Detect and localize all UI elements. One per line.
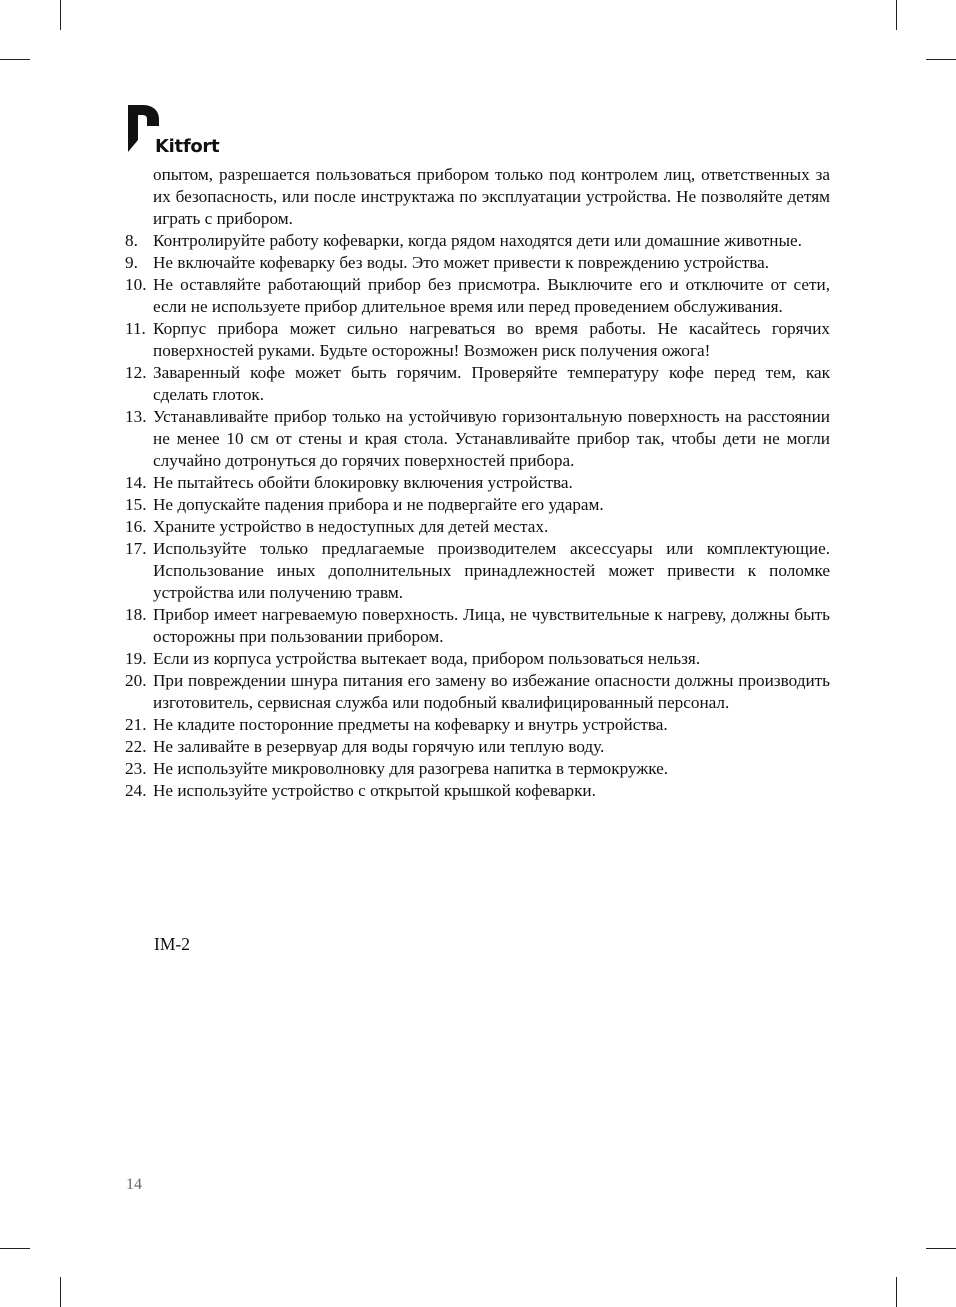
- item-text: Контролируйте работу кофеварки, когда рядом находятся дети или домашние животные.: [153, 231, 802, 250]
- section-code: IM-2: [154, 934, 190, 954]
- item-text: Если из корпуса устройства вытекает вода, прибором пользоваться нельзя.: [153, 649, 701, 668]
- page-number: 14: [126, 1176, 142, 1193]
- item-text: Храните устройство в недоступных для детей местах.: [153, 517, 549, 536]
- item-text: При повреждении шнура питания его замену во избежание опасности должны производить изготовитель, сервисная служба или подобный квалифицированный персонал.: [153, 671, 830, 712]
- item-text: Не включайте кофеварку без воды. Это может привести к повреждению устройства.: [153, 253, 770, 272]
- safety-instructions: [120, 164, 830, 802]
- item-number: 19.: [125, 649, 147, 668]
- item-number: 11.: [125, 319, 146, 338]
- item-text: Не пытайтесь обойти блокировку включения устройства.: [153, 473, 573, 492]
- item-text: Используйте только предлагаемые производителем аксессуары или комплектующие. Использование иных дополнительных принадлежностей может привести к поломке устройства или получению травм.: [153, 539, 830, 602]
- item-text: Не оставляйте работающий прибор без присмотра. Выключите его и отключите от сети, если не используете прибор длительное время или перед проведением обслуживания.: [153, 275, 830, 316]
- list-item: [120, 494, 830, 516]
- list-item: [120, 736, 830, 758]
- list-item: [120, 406, 830, 472]
- item-number: 9.: [125, 253, 138, 272]
- item-text: Не используйте микроволновку для разогрева напитка в термокружке.: [153, 759, 669, 778]
- item-number: 12.: [125, 363, 147, 382]
- crop-mark: [0, 59, 30, 60]
- item-number: 23.: [125, 759, 147, 778]
- list-item: [120, 516, 830, 538]
- item-text: Не допускайте падения прибора и не подвергайте его ударам.: [153, 495, 604, 514]
- crop-mark: [926, 1248, 956, 1249]
- brand-name: Kitfort: [155, 136, 220, 157]
- item-number: 10.: [125, 275, 147, 294]
- list-item: [120, 230, 830, 252]
- item-number: 8.: [125, 231, 138, 250]
- list-item: [120, 252, 830, 274]
- item-text: Заваренный кофе может быть горячим. Проверяйте температуру кофе перед тем, как сделать глоток.: [153, 363, 830, 404]
- crop-mark: [926, 59, 956, 60]
- item-number: 22.: [125, 737, 147, 756]
- item-number: 13.: [125, 407, 147, 426]
- crop-mark: [896, 0, 897, 30]
- instruction-list: [120, 230, 830, 802]
- list-item: [120, 604, 830, 648]
- item-number: 15.: [125, 495, 147, 514]
- item-text: Прибор имеет нагреваемую поверхность. Лица, не чувствительные к нагреву, должны быть осторожны при пользовании прибором.: [153, 605, 830, 646]
- item-text: Устанавливайте прибор только на устойчивую горизонтальную поверхность на расстоянии не менее 10 см от стены и края стола. Устанавливайте прибор так, чтобы дети не могли случайно дотронуться до горячих поверхностей прибора.: [153, 407, 830, 470]
- item-text: Не заливайте в резервуар для воды горячую или теплую воду.: [153, 737, 605, 756]
- list-item: [120, 670, 830, 714]
- crop-mark: [0, 1248, 30, 1249]
- list-item: [120, 648, 830, 670]
- list-item: [120, 758, 830, 780]
- item-text: Не используйте устройство с открытой крышкой кофеварки.: [153, 781, 596, 800]
- list-item: [120, 274, 830, 318]
- list-item: [120, 714, 830, 736]
- item-number: 16.: [125, 517, 147, 536]
- item-number: 17.: [125, 539, 147, 558]
- item-text: Корпус прибора может сильно нагреваться во время работы. Не касайтесь горячих поверхностей руками. Будьте осторожны! Возможен риск получения ожога!: [153, 319, 830, 360]
- item-number: 24.: [125, 781, 147, 800]
- intro-paragraph: опытом, разрешается пользоваться прибором только под контролем лиц, ответственных за их безопасность, или после инструктажа по эксплуатации устройства. Не позволяйте детям играть с прибором.: [153, 165, 830, 228]
- list-item: [120, 362, 830, 406]
- item-number: 20.: [125, 671, 147, 690]
- brand-logo: [125, 104, 245, 158]
- crop-mark: [896, 1277, 897, 1307]
- crop-mark: [60, 0, 61, 30]
- item-number: 21.: [125, 715, 147, 734]
- list-item: [120, 538, 830, 604]
- item-number: 14.: [125, 473, 147, 492]
- list-item: [120, 780, 830, 802]
- item-text: Не кладите посторонние предметы на кофеварку и внутрь устройства.: [153, 715, 668, 734]
- item-number: 18.: [125, 605, 147, 624]
- list-item: [120, 472, 830, 494]
- crop-mark: [60, 1277, 61, 1307]
- list-item: [120, 318, 830, 362]
